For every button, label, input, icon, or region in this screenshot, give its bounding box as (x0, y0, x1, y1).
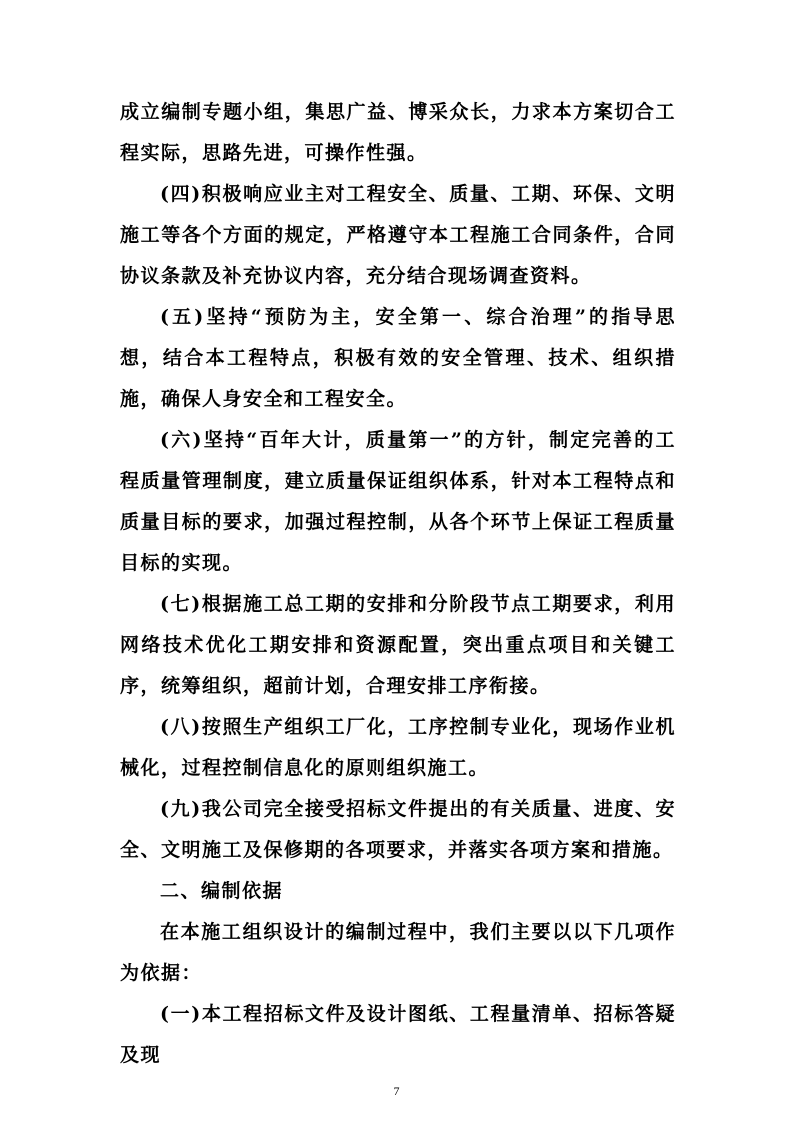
paragraph-intro: 在本施工组织设计的编制过程中，我们主要以以下几项作为依据： (120, 921, 676, 984)
paragraph-continuation: 成立编制专题小组，集思广益、博采众长，力求本方案切合工程实际，思路先进，可操作性强。 (120, 101, 676, 164)
paragraph-item-9: (九)我公司完全接受招标文件提出的有关质量、进度、安全、文明施工及保修期的各项要求，并落实各项方案和措施。 (120, 798, 676, 861)
paragraph-item-8: (八)按照生产组织工厂化，工序控制专业化，现场作业机械化，过程控制信息化的原则组织施工。 (120, 716, 676, 779)
paragraph-item-7: (七)根据施工总工期的安排和分阶段节点工期要求，利用网络技术优化工期安排和资源配置，突出重点项目和关键工序，统筹组织，超前计划，合理安排工序衔接。 (120, 593, 676, 697)
paragraph-item-6: (六)坚持“百年大计，质量第一”的方针，制定完善的工程质量管理制度，建立质量保证组织体系，针对本工程特点和质量目标的要求，加强过程控制，从各个环节上保证工程质量目标的实现。 (120, 429, 676, 574)
page-number: 7 (393, 1084, 400, 1098)
paragraph-item-5: (五)坚持“预防为主，安全第一、综合治理”的指导思想，结合本工程特点，积极有效的安全管理、技术、组织措施，确保人身安全和工程安全。 (120, 306, 676, 410)
section-heading: 二、编制依据 (160, 880, 284, 902)
paragraph-basis-item-1: (一)本工程招标文件及设计图纸、工程量清单、招标答疑及现 (120, 1003, 676, 1066)
document-body (120, 92, 676, 1076)
paragraph-item-4: (四)积极响应业主对工程安全、质量、工期、环保、文明施工等各个方面的规定，严格遵守本工程施工合同条件，合同协议条款及补充协议内容，充分结合现场调查资料。 (120, 183, 676, 287)
